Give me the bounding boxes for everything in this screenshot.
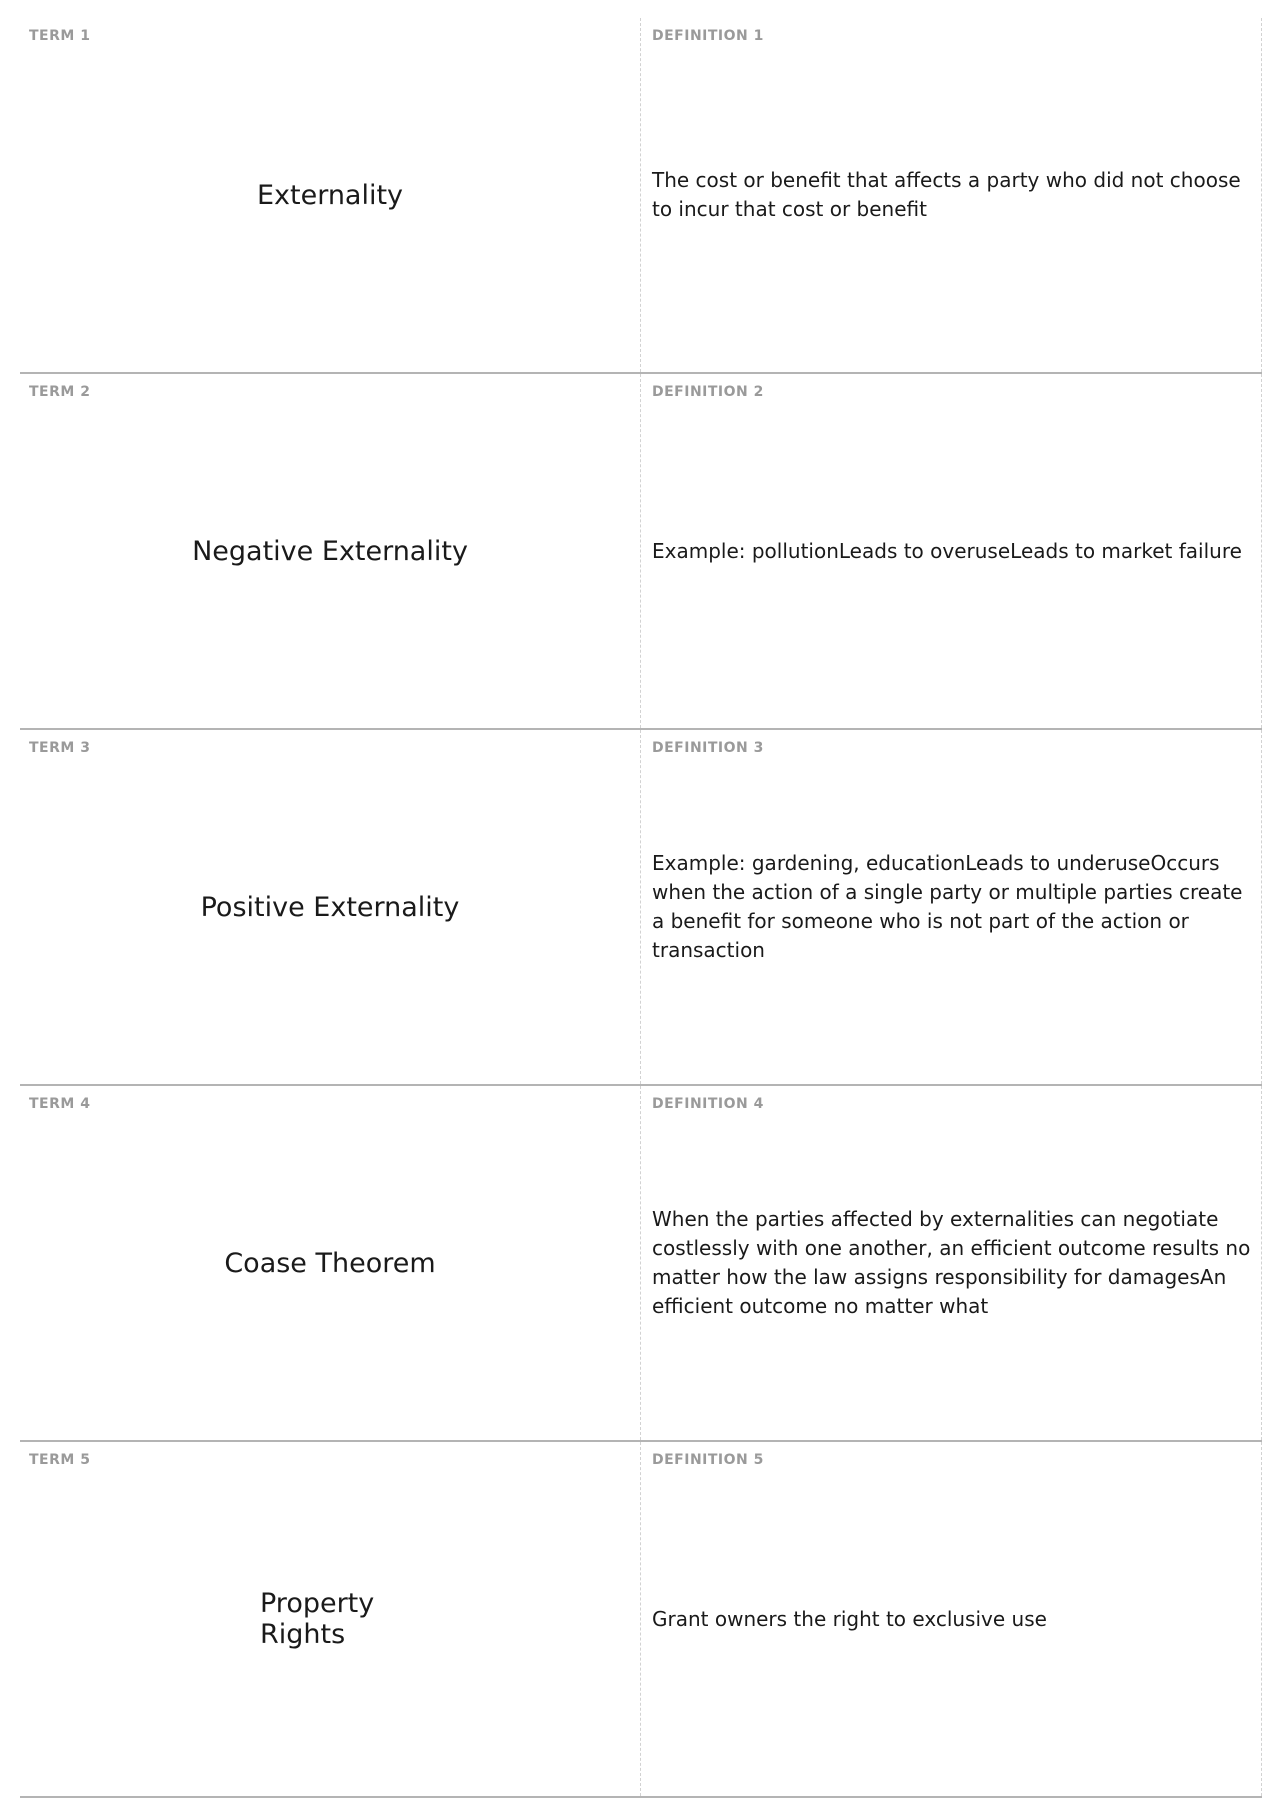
definition-label: DEFINITION 4 [652,1096,764,1112]
term-label: TERM 1 [29,28,91,44]
term-text: Negative Externality [192,535,468,567]
flashcard-sheet [20,18,1262,1798]
definition-label: DEFINITION 5 [652,1452,764,1468]
definition-text: Example: pollutionLeads to overuseLeads to market failure [652,538,1242,563]
term-cell [20,1442,641,1796]
term-label: TERM 3 [29,740,91,756]
definition-label: DEFINITION 2 [652,384,764,400]
definition-cell [641,1442,1262,1796]
definition-text: The cost or benefit that affects a party who did not choose to incur that cost or benefit [652,168,1241,221]
term-text: Positive Externality [200,891,460,923]
term-cell [20,374,641,728]
definition-cell [641,730,1262,1084]
card-row-4 [20,1086,1262,1442]
definition-cell [641,18,1262,372]
term-cell [20,18,641,372]
card-row-3 [20,730,1262,1086]
card-row-5 [20,1442,1262,1798]
definition-text: When the parties affected by externalities can negotiate costlessly with one another, an efficient outcome results no matter how the law assigns responsibility for damagesAn efficient outcome no matter what [652,1207,1251,1318]
term-label: TERM 2 [29,384,91,400]
definition-text: Grant owners the right to exclusive use [652,1606,1047,1631]
definition-label: DEFINITION 1 [652,28,764,44]
definition-cell [641,374,1262,728]
definition-cell [641,1086,1262,1440]
definition-label: DEFINITION 3 [652,740,764,756]
card-row-1 [20,18,1262,374]
term-text: Property Rights [260,1588,375,1650]
term-text: Coase Theorem [224,1247,436,1279]
definition-text: Example: gardening, educationLeads to underuseOccurs when the action of a single party or multiple parties create a benefit for someone who is not part of the action or transaction [652,851,1243,962]
term-cell [20,730,641,1084]
term-text: Externality [256,179,404,211]
term-label: TERM 5 [29,1452,91,1468]
term-cell [20,1086,641,1440]
term-label: TERM 4 [29,1096,91,1112]
card-row-2 [20,374,1262,730]
